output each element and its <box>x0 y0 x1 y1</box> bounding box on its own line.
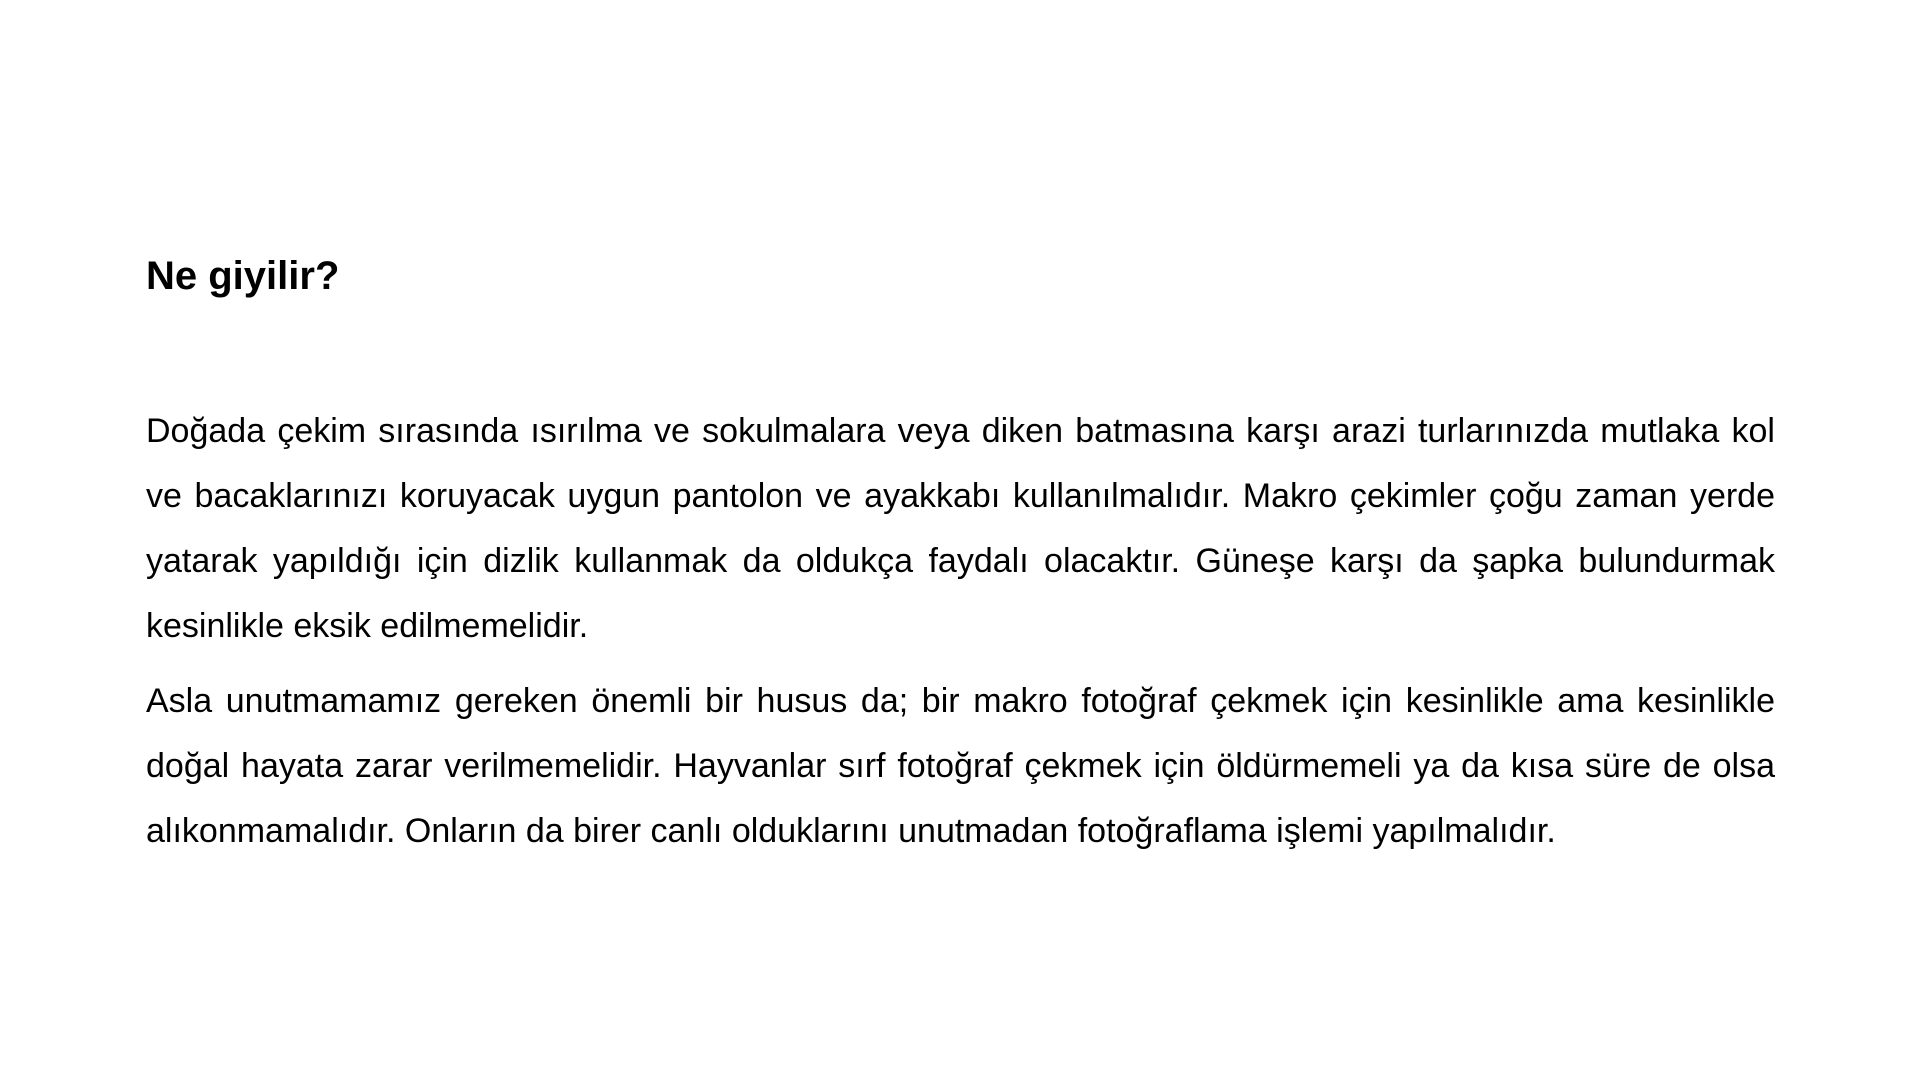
paragraph-nature-respect: Asla unutmamamız gereken önemli bir husus da; bir makro fotoğraf çekmek için kesinlikle ama kesinlikle doğal hayata zarar verilmemelidir. Hayvanlar sırf fotoğraf çekmek için öldürmemeli ya da kısa süre de olsa alıkonmamalıdır. Onların da birer canlı olduklarını unutmadan fotoğraflama işlemi yapılmalıdır. <box>146 682 1775 850</box>
body-text <box>146 399 1775 864</box>
paragraph-clothing: Doğada çekim sırasında ısırılma ve sokulmalara veya diken batmasına karşı arazi turlarınızda mutlaka kol ve bacaklarınızı koruyacak uygun pantolon ve ayakkabı kullanılmalıdır. Makro çekimler çoğu zaman yerde yatarak yapıldığı için dizlik kullanmak da oldukça faydalı olacaktır. Güneşe karşı da şapka bulundurmak kesinlikle eksik edilmemelidir. <box>146 412 1775 645</box>
page-heading: Ne giyilir? <box>146 254 340 298</box>
